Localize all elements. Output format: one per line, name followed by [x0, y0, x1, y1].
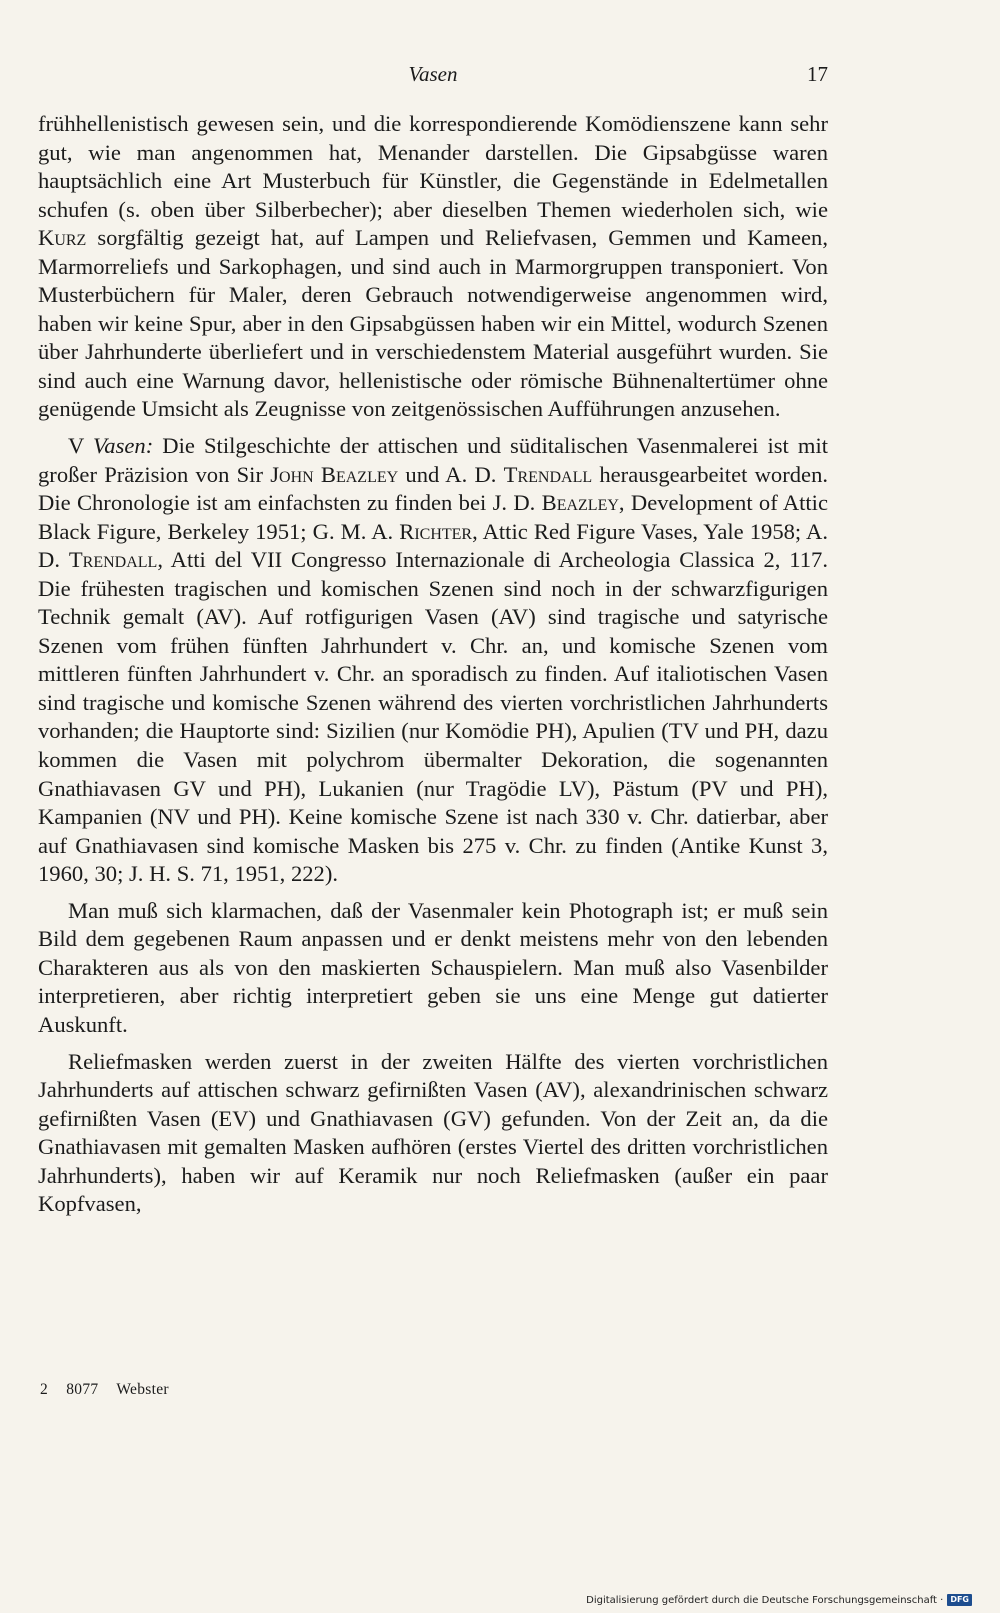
paragraph-reliefmasken	[38, 1048, 828, 1219]
text-run: Reliefmasken werden zuerst in der zweiten Hälfte des vierten vorchristlichen Jahrhunderts auf attischen schwarz gefirnißten Vasen (AV), alexandrinischen schwarz gefirnißten Vasen (EV) und Gnathiavasen (GV) gefunden. Von der Zeit an, da die Gnathiavasen mit gemalten Masken aufhören (erstes Viertel des dritten vorchristlichen Jahrhunderts), haben wir auf Keramik nur noch Reliefmasken (außer ein paar Kopfvasen,	[38, 1048, 828, 1217]
paragraph-vasen	[38, 432, 828, 889]
author-name: Trendall	[68, 547, 158, 573]
text-run: , Attic Red Figure Vases, Yale 1958; A. D.	[38, 518, 828, 573]
signature-name: Webster	[116, 1381, 169, 1398]
section-heading: Vasen:	[92, 433, 154, 459]
signature-job: 8077	[66, 1381, 99, 1398]
page-number: 17	[807, 62, 828, 86]
signature-sheet: 2	[40, 1381, 49, 1398]
text-run: , Development of Attic Black Figure, Berkeley 1951; G. M. A.	[38, 490, 828, 544]
body-text	[38, 110, 828, 1219]
text-run: Die Stilgeschichte der attischen und süditalischen Vasenmalerei ist mit großer Präzision von Sir	[38, 433, 828, 487]
text-run: frühhellenistisch gewesen sein, und die korrespondierende Komödienszene kann sehr gut, wie man angenommen hat, Menander darstellen. Die Gipsabgüsse waren hauptsächlich eine Art Musterbuch für Künstler, die Gegenstände in Edelmetallen schufen (s. oben über Silberbecher); aber dieselben Themen wiederholen sich, wie	[38, 111, 828, 222]
printer-signature	[40, 1381, 183, 1399]
dfg-logo: DFG	[947, 1594, 972, 1606]
text-run: sorgfältig gezeigt hat, auf Lampen und Reliefvasen, Gemmen und Kameen, Marmorreliefs und Sarkophagen, und sind auch in Marmorgruppen transponiert. Von Musterbüchern für Maler, deren Gebrauch notwendigerweise angenommen wird, haben wir keine Spur, aber in den Gipsabgüssen haben wir ein Mittel, wodurch Szenen über Jahrhunderte überliefert und in verschiedenstem Material ausgeführt wurden. Sie sind auch eine Warnung davor, hellenistische oder römische Bühnenaltertümer ohne genügende Umsicht als Zeugnisse von zeitgenössischen Aufführungen anzusehen.	[38, 225, 828, 422]
author-name: Kurz	[38, 225, 87, 251]
paragraph-gipsabguesse	[38, 110, 828, 424]
running-head-title: Vasen	[408, 62, 458, 86]
running-head	[38, 62, 828, 88]
author-name: Richter	[399, 518, 473, 544]
author-name: Trendall	[503, 461, 593, 487]
text-run: und A. D.	[398, 461, 504, 487]
text-run: V	[68, 433, 93, 459]
text-run: Man muß sich klarmachen, daß der Vasenmaler kein Photograph ist; er muß sein Bild dem gegebenen Raum anpassen und er denkt meistens mehr von den lebenden Charakteren aus als von den maskierten Schauspielern. Man muß also Vasenbilder interpretieren, aber richtig interpretiert geben sie uns eine Menge gut datierter Auskunft.	[38, 897, 828, 1037]
author-name: Beazley	[541, 490, 619, 516]
credit-text: Digitalisierung gefördert durch die Deutsche Forschungsgemeinschaft ·	[586, 1594, 944, 1606]
author-name: John Beazley	[270, 461, 399, 487]
text-run: , Atti del VII Congresso Internazionale di Archeologia Classica 2, 117. Die frühesten tragischen und komischen Szenen sind noch in der schwarzfigurigen Technik gemalt (AV). Auf rotfigurigen Vasen (AV) sind tragische und satyrische Szenen vom frühen fünften Jahrhundert v. Chr. an, und komische Szenen vom mittleren fünften Jahrhundert v. Chr. an sporadisch zu finden. Auf italiotischen Vasen sind tragische und komische Szenen während des vierten vorchristlichen Jahrhunderts vorhanden; die Hauptorte sind: Sizilien (nur Komödie PH), Apulien (TV und PH, dazu kommen die Vasen mit polychrom übermalter Dekoration, die sogenannten Gnathiavasen GV und PH), Lukanien (nur Tragödie LV), Pästum (PV und PH), Kampanien (NV und PH). Keine komische Szene ist nach 330 v. Chr. datierbar, aber auf Gnathiavasen sind komische Masken bis 275 v. Chr. zu finden (Antike Kunst 3, 1960, 30; J. H. S. 71, 1951, 222).	[38, 547, 828, 887]
text-run: herausgearbeitet worden. Die Chronologie ist am einfachsten zu finden bei J. D.	[38, 461, 829, 516]
digitization-credit	[586, 1594, 972, 1606]
paragraph-vasenmaler	[38, 897, 828, 1040]
